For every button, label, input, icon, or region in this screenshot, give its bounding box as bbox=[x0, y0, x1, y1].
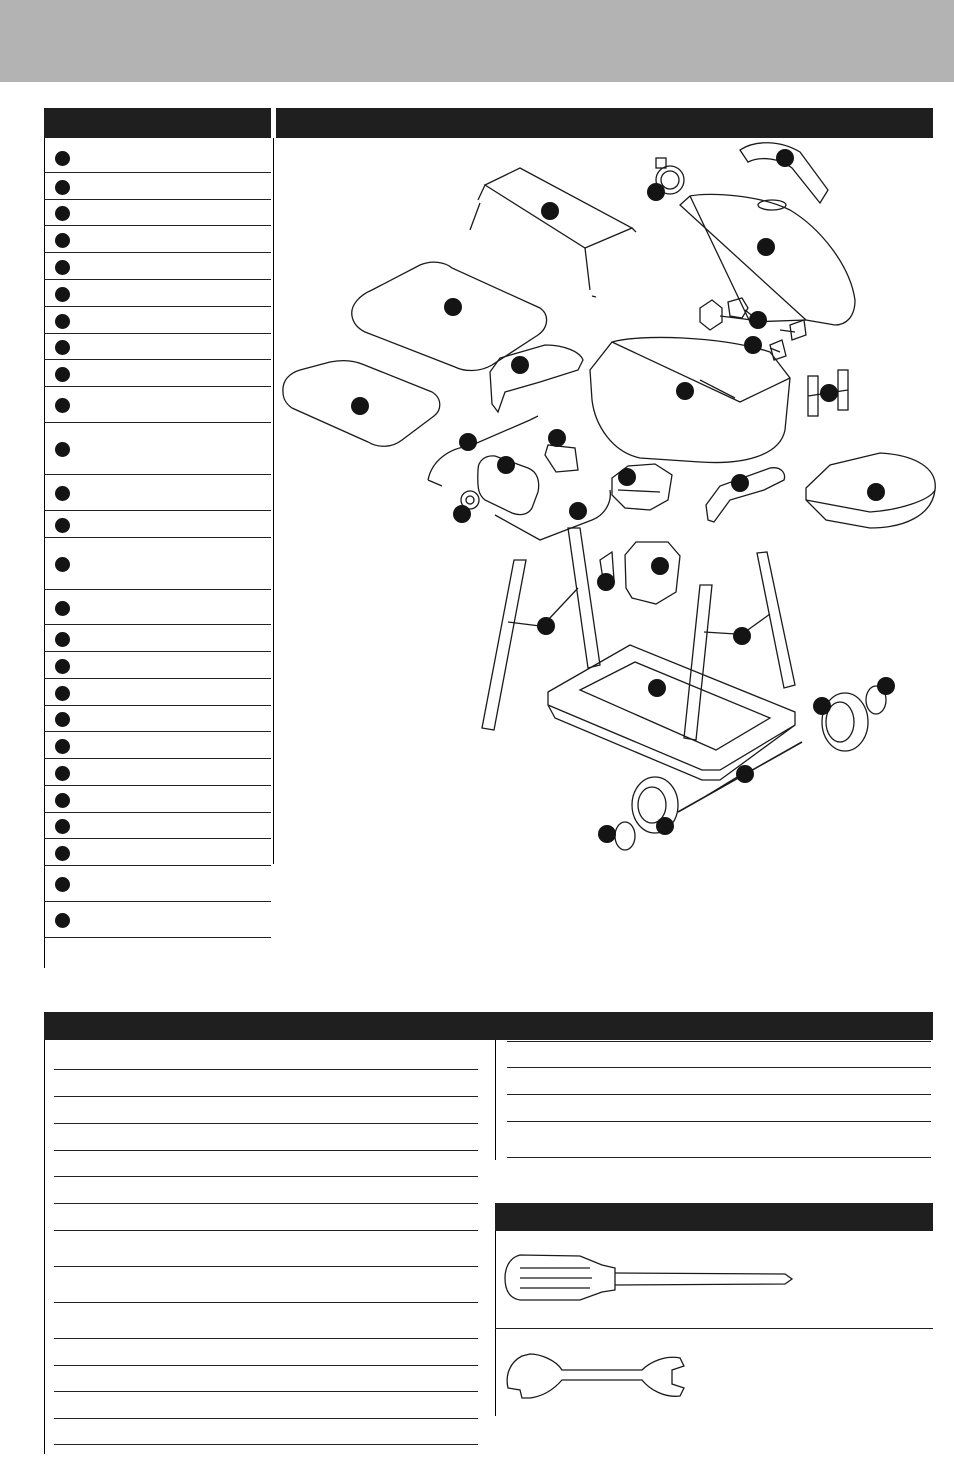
air-rod-upper-drawing bbox=[428, 416, 538, 486]
callout-leg-left bbox=[537, 617, 555, 635]
callout-rod-lower bbox=[569, 502, 587, 520]
callout-thermometer bbox=[647, 183, 665, 201]
callout-bracket bbox=[511, 356, 529, 374]
hardware-left-border bbox=[44, 1040, 45, 1454]
callout-wheel-right bbox=[813, 697, 831, 715]
callout-hubcap-left bbox=[598, 825, 616, 843]
wheel-left-drawing bbox=[615, 777, 678, 850]
callout-bowl bbox=[676, 382, 694, 400]
callout-ash-pan bbox=[618, 468, 636, 486]
hardware-row-line bbox=[507, 1067, 931, 1068]
wheel-right-drawing bbox=[822, 686, 886, 751]
hardware-header bbox=[44, 1012, 933, 1040]
air-rod-lower-drawing bbox=[495, 490, 610, 540]
hardware-row-line bbox=[54, 1444, 478, 1445]
hardware-row-line bbox=[54, 1302, 478, 1303]
callout-shelf-bracket bbox=[731, 474, 749, 492]
regulator-drawing bbox=[545, 445, 578, 472]
hardware-row-line bbox=[507, 1157, 931, 1158]
callout-hinge-1 bbox=[749, 311, 767, 329]
callout-axle bbox=[736, 765, 754, 783]
callout-knob bbox=[453, 505, 471, 523]
hardware-row-line bbox=[54, 1203, 478, 1204]
callout-ash-cup bbox=[651, 557, 669, 575]
hardware-row-line bbox=[54, 1266, 478, 1267]
callout-bottom-shelf bbox=[648, 679, 666, 697]
hardware-row-line bbox=[54, 1391, 478, 1392]
bottom-shelf-drawing bbox=[548, 645, 795, 780]
hardware-right-border bbox=[495, 1040, 496, 1160]
callout-grate-upper bbox=[444, 298, 462, 316]
hardware-row-line bbox=[54, 1418, 478, 1419]
hardware-row-line bbox=[54, 1123, 478, 1124]
hardware-row-line bbox=[54, 1150, 478, 1151]
callout-regulator bbox=[548, 429, 566, 447]
callout-ash-door bbox=[497, 456, 515, 474]
callout-lid bbox=[757, 238, 775, 256]
hardware-row-line bbox=[54, 1365, 478, 1366]
hardware-row-line bbox=[507, 1041, 931, 1042]
hardware-row-line bbox=[507, 1094, 931, 1095]
warming-rack-drawing bbox=[470, 168, 636, 297]
wrench-icon bbox=[507, 1354, 684, 1398]
tools-divider bbox=[495, 1328, 933, 1329]
tools-left-border bbox=[495, 1231, 496, 1416]
callout-leg-right bbox=[733, 627, 751, 645]
hardware-row-line bbox=[54, 1338, 478, 1339]
callout-markers bbox=[351, 149, 895, 843]
callout-hubcap-right bbox=[877, 677, 895, 695]
cooking-grate-upper-drawing bbox=[352, 262, 547, 370]
callout-latch bbox=[820, 384, 838, 402]
hardware-row-line bbox=[54, 1230, 478, 1231]
hardware-row-line bbox=[54, 1176, 478, 1177]
hardware-row-line bbox=[54, 1069, 478, 1070]
callout-side-shelf bbox=[867, 483, 885, 501]
tools-header bbox=[495, 1203, 933, 1231]
callout-wheel-left bbox=[656, 817, 674, 835]
callout-handle bbox=[776, 149, 794, 167]
ash-cup-drawing bbox=[600, 542, 680, 604]
lid-drawing bbox=[680, 194, 855, 325]
firebox-bowl-drawing bbox=[590, 337, 790, 462]
hardware-row-line bbox=[54, 1096, 478, 1097]
screwdriver-icon bbox=[505, 1255, 792, 1300]
callout-grate-lower bbox=[351, 397, 369, 415]
callout-rod-upper bbox=[459, 433, 477, 451]
control-bracket-drawing bbox=[490, 345, 583, 412]
callout-ash-clip bbox=[597, 573, 615, 591]
hardware-row-line bbox=[507, 1121, 931, 1122]
callout-hinge-2 bbox=[744, 336, 762, 354]
callout-warming-rack bbox=[541, 202, 559, 220]
